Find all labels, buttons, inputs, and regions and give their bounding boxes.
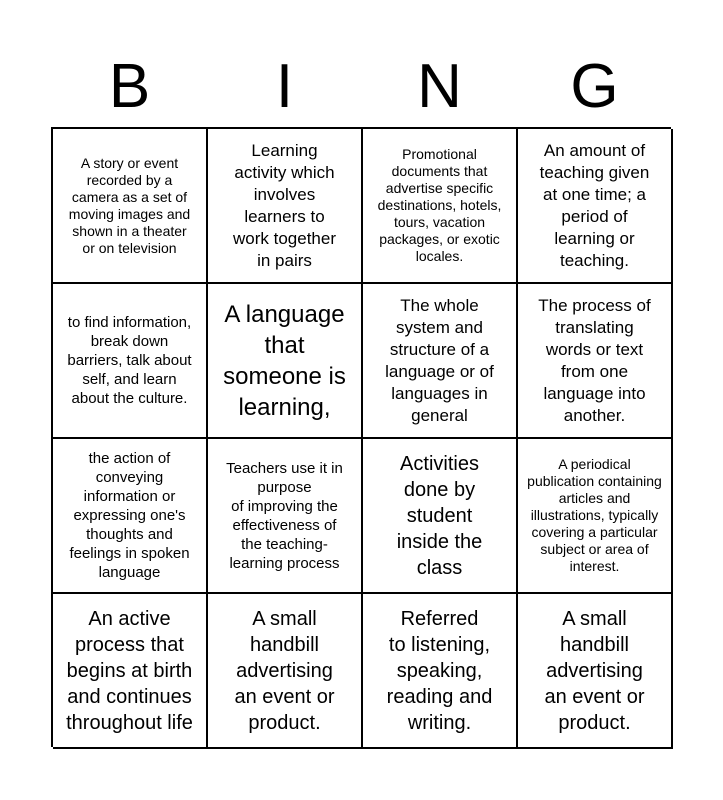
cell-text: A language that someone is learning,: [223, 300, 346, 421]
bingo-cell-r3c2[interactable]: [208, 439, 363, 594]
cell-text: The whole system and structure of a language or of languages in general: [385, 295, 494, 425]
bingo-cell-r1c3[interactable]: [363, 129, 518, 284]
cell-text: Promotional documents that advertise specific destinations, hotels, tours, vacation packages, or exotic locales.: [377, 146, 502, 264]
bingo-header: [52, 52, 672, 122]
cell-text: to find information, break down barriers, talk about self, and learn about the culture.: [67, 314, 192, 407]
cell-text: the action of conveying information or expressing one's thoughts and feelings in spoken language: [69, 450, 190, 581]
bingo-cell-r4c3[interactable]: [363, 594, 518, 749]
cell-text: Teachers use it in purpose of improving the effectiveness of the teaching- learning process: [226, 459, 343, 572]
bingo-cell-r3c4[interactable]: [518, 439, 673, 594]
header-letter-n: N: [417, 52, 462, 121]
cell-text: A periodical publication containing articles and illustrations, typically covering a particular subject or area of interest.: [527, 456, 662, 574]
header-letter-b: B: [108, 52, 151, 121]
bingo-cell-r3c3[interactable]: [363, 439, 518, 594]
bingo-cell-r3c1[interactable]: [53, 439, 208, 594]
cell-text: Referred to listening, speaking, reading and writing.: [386, 607, 493, 734]
bingo-cell-r1c4[interactable]: [518, 129, 673, 284]
bingo-cell-r2c2[interactable]: [208, 284, 363, 439]
cell-text: An amount of teaching given at one time; a period of learning or teaching.: [539, 140, 650, 270]
cell-text: The process of translating words or text from one language into another.: [538, 295, 651, 425]
cell-text: A small handbill advertising an event or product.: [544, 607, 645, 734]
bingo-cell-r2c3[interactable]: [363, 284, 518, 439]
bingo-cell-r4c2[interactable]: [208, 594, 363, 749]
cell-text: An active process that begins at birth and continues throughout life: [66, 607, 193, 734]
header-letter-i: I: [275, 52, 294, 121]
header-letter-g: G: [570, 52, 619, 121]
cell-text: A story or event recorded by a camera as a set of moving images and shown in a theater or on television: [68, 154, 191, 256]
bingo-cell-r2c4[interactable]: [518, 284, 673, 439]
bingo-cell-r1c1[interactable]: [53, 129, 208, 284]
cell-text: Learning activity which involves learners to work together in pairs: [233, 140, 336, 270]
cell-text: A small handbill advertising an event or product.: [234, 607, 335, 734]
bingo-cell-r2c1[interactable]: [53, 284, 208, 439]
bingo-cell-r4c4[interactable]: [518, 594, 673, 749]
bingo-cell-r1c2[interactable]: [208, 129, 363, 284]
cell-text: Activities done by student inside the class: [396, 452, 483, 579]
bingo-card-grid: [51, 127, 671, 747]
bingo-cell-r4c1[interactable]: [53, 594, 208, 749]
